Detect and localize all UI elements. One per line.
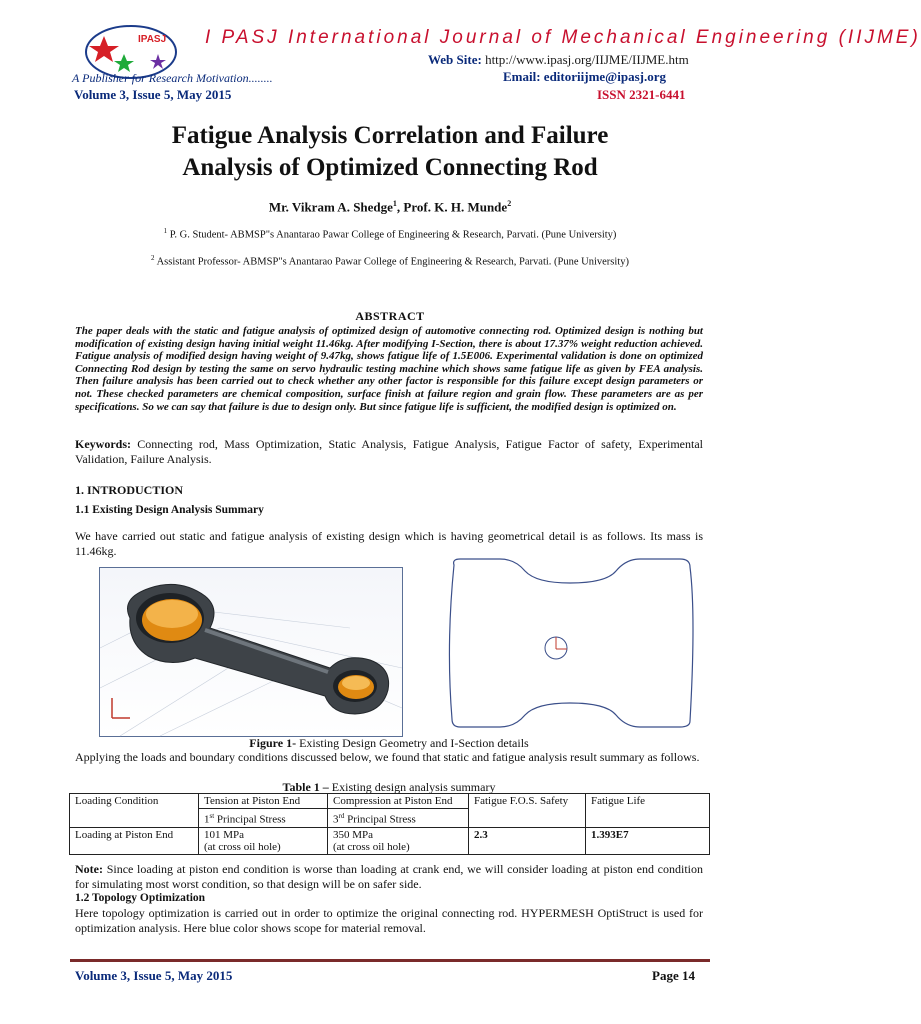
affiliation-1-text: P. G. Student- ABMSP"s Anantarao Pawar College of Engineering & Research, Parvati. (Pune University): [169, 229, 617, 241]
affiliation-1: [70, 227, 710, 241]
section-heading-introduction: 1. INTRODUCTION: [75, 483, 184, 497]
author-1: Mr. Vikram A. Shedge: [268, 199, 393, 215]
header-volume: Volume 3, Issue 5, May 2015: [74, 87, 232, 102]
note-label: Note:: [75, 862, 103, 876]
table-cell-condition: Loading at Piston End: [70, 827, 199, 854]
table-subheader-cell: [328, 809, 469, 828]
figure-1-label: Figure 1-: [249, 736, 297, 750]
keywords: [75, 437, 703, 467]
journal-email[interactable]: Email: editoriijme@ipasj.org: [503, 69, 667, 84]
author-2-sup: 2: [507, 199, 512, 208]
affiliation-2: [70, 254, 710, 268]
compression-location: (at cross oil hole): [333, 840, 410, 853]
table-header-cell: Loading Condition: [70, 794, 199, 828]
author-1-sup: 1: [392, 199, 397, 208]
stress-3-number: 3: [333, 813, 339, 826]
stress-1-number: 1: [204, 813, 210, 826]
figure-connecting-rod-3d: [99, 567, 403, 737]
compression-value: 350 MPa: [333, 828, 374, 841]
tension-value: 101 MPa: [204, 828, 245, 841]
figure-1-caption: [75, 736, 703, 751]
paper-title: [80, 120, 700, 184]
subsection-heading-1-1: 1.1 Existing Design Analysis Summary: [75, 504, 264, 516]
keywords-text: Connecting rod, Mass Optimization, Static Analysis, Fatigue Analysis, Fatigue Factor of safety, Experimental Validation, Failure Analysis.: [75, 437, 703, 466]
figure-1-text: Existing Design Geometry and I-Section details: [296, 736, 529, 750]
table-header-cell: Fatigue Life: [586, 794, 710, 828]
issn: ISSN 2321-6441: [597, 87, 686, 102]
author-2: Prof. K. H. Munde: [403, 199, 508, 215]
website-line: [428, 52, 689, 68]
stress-3-suffix: rd: [338, 812, 345, 820]
table-cell-fos: 2.3: [469, 827, 586, 854]
keywords-label: Keywords:: [75, 437, 131, 451]
affiliation-2-text: Assistant Professor- ABMSP"s Anantarao Pawar College of Engineering & Research, Parvati. (Pune University): [156, 256, 629, 268]
publisher-tagline: A Publisher for Research Motivation........: [72, 71, 273, 85]
website-url[interactable]: http://www.ipasj.org/IIJME/IIJME.htm: [485, 52, 689, 67]
affiliation-2-sup: 2: [151, 254, 155, 262]
stress-3-label: Principal Stress: [344, 813, 416, 826]
table-header-cell: Tension at Piston End: [199, 794, 328, 809]
table-header-cell: Compression at Piston End: [328, 794, 469, 809]
author-separator: ,: [396, 199, 404, 215]
table-cell-compression: [328, 827, 469, 854]
table-1-label: Table 1 –: [282, 780, 329, 794]
intro-paragraph: We have carried out static and fatigue analysis of existing design which is having geometrical detail is as follows. Its mass is 11.46kg.: [75, 529, 703, 558]
paper-title-line2: Analysis of Optimized Connecting Rod: [182, 154, 598, 181]
page-number: Page 14: [652, 968, 695, 983]
website-label: Web Site:: [428, 52, 482, 67]
table-cell-tension: [199, 827, 328, 854]
tension-location: (at cross oil hole): [204, 840, 281, 853]
journal-title: I PASJ International Journal of Mechanical Engineering (IIJME): [205, 27, 921, 48]
footer-volume: Volume 3, Issue 5, May 2015: [75, 968, 233, 983]
affiliation-1-sup: 1: [163, 227, 168, 235]
footer-divider: [70, 959, 710, 962]
paper-title-line1: Fatigue Analysis Correlation and Failure: [171, 122, 609, 149]
topology-paragraph: Here topology optimization is carried out in order to optimize the original connecting rod. HYPERMESH OptiStruct is used for optimization analysis. Here blue color shows scope for material removal.: [75, 906, 703, 935]
table-1-text: Existing design analysis summary: [328, 780, 496, 794]
table-subheader-cell: [199, 809, 328, 828]
table-header-row: [70, 794, 710, 809]
analysis-summary-table: [69, 793, 710, 855]
results-paragraph: Applying the loads and boundary conditions discussed below, we found that static and fatigue analysis result summary as follows.: [75, 750, 700, 764]
table-cell-life: 1.393E7: [586, 827, 710, 854]
logo-text: IPASJ: [138, 34, 167, 45]
subsection-heading-1-2: 1.2 Topology Optimization: [75, 892, 206, 904]
author-line: [80, 199, 700, 215]
note-text: Since loading at piston end condition is worse than loading at crank end, we will consider loading at piston end condition for simulating most worst condition, so that design will be on safer side.: [75, 862, 703, 891]
table-row: [70, 827, 710, 854]
note-paragraph: [75, 862, 703, 892]
stress-1-suffix: st: [209, 812, 215, 820]
abstract-heading: ABSTRACT: [355, 309, 425, 323]
abstract-text: The paper deals with the static and fatigue analysis of optimized design of automotive connecting rod. Optimized design is nothing but modification of existing design having initial weight 11.46kg. After modifying I-Section, there is about 17.37% weight reduction achieved. Fatigue analysis of modified design having weight of 9.47kg, shows fatigue life of 1.5E006. Experimental validation is done on optimized Connecting Rod design by testing the same on servo hydraulic testing machine which shows same fatigue life as given by FEA analysis. Then failure analysis has been carried out to check whether any other factor is responsible for this failure except design parameters or not. These checked parameters are chemical composition, surface finish at failure region and grain flow. These parameters are as per specifications. So we can say that failure is due to design only. But since fatigue life is sufficient, the modified design is optimized on.: [75, 325, 703, 413]
table-header-cell: Fatigue F.O.S. Safety: [469, 794, 586, 828]
figure-i-section: [440, 555, 702, 730]
stress-1-label: Principal Stress: [214, 813, 286, 826]
